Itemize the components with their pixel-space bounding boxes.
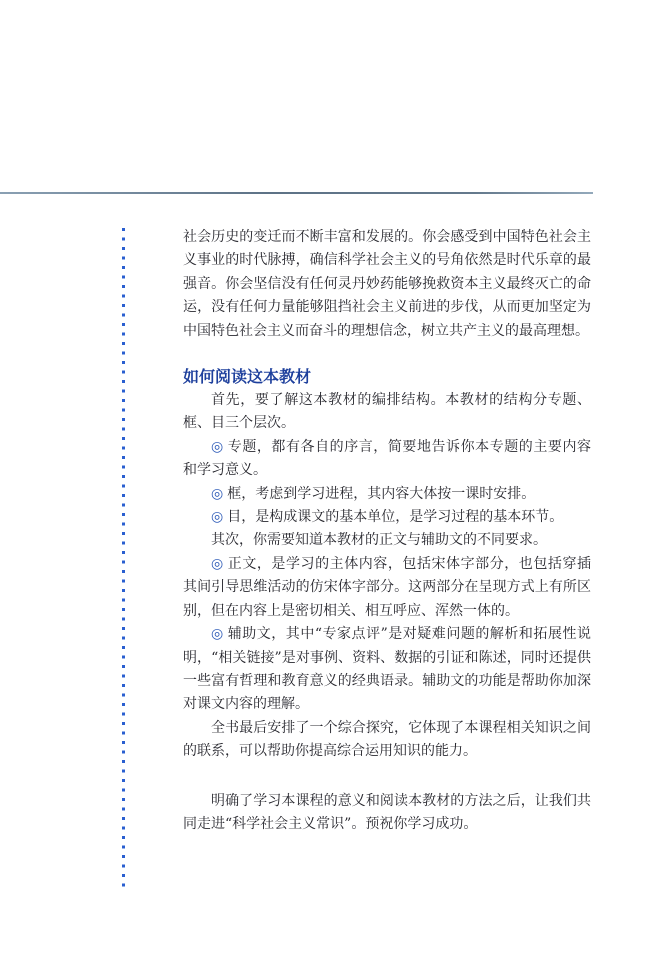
bullet-paragraph: ◎ 框，考虑到学习进程，其内容大体按一课时安排。: [211, 485, 536, 502]
bullseye-bullet-icon: ◎: [211, 626, 224, 643]
bullet-paragraph: ◎ 辅助文，其中“专家点评”是对疑难问题的解析和拓展性说明，“相关链接”是对事例、资料、数据的引证和陈述，同时还提供一些富有哲理和教育意义的经典语录。辅助文的功能是帮助你加深对课文内容的理解。: [183, 626, 591, 713]
bullet-paragraph: ◎ 正文，是学习的主体内容，包括宋体字部分，也包括穿插其间引导思维活动的仿宋体字部分。这两部分在呈现方式上有所区别，但在内容上是密切相关、相互呼应、浑然一体的。: [183, 555, 592, 619]
dotted-margin-line: [122, 228, 125, 890]
top-divider-line: [0, 192, 593, 194]
bullseye-bullet-icon: ◎: [211, 555, 224, 572]
body-paragraph: 其次，你需要知道本教材的正文与辅助文的不同要求。: [211, 532, 547, 549]
intro-paragraph: 社会历史的变迁而不断丰富和发展的。你会感受到中国特色社会主义事业的时代脉搏，确信科学社会主义的号角依然是时代乐章的最强音。你会坚信没有任何灵丹妙药能够挽救资本主义最终灭亡的命运，没有任何力量能够阻挡社会主义前进的步伐，从而更加坚定为中国特色社会主义而奋斗的理想信念，树立共产主义的最高理想。: [183, 229, 591, 339]
body-paragraph: 全书最后安排了一个综合探究，它体现了本课程相关知识之间的联系，可以帮助你提高综合运用知识的能力。: [183, 719, 591, 760]
bullseye-bullet-icon: ◎: [211, 438, 224, 455]
body-paragraph: 明确了学习本课程的意义和阅读本教材的方法之后，让我们共同走进“科学社会主义常识”。预祝你学习成功。: [183, 792, 591, 832]
bullet-paragraph: ◎ 目，是构成课文的基本单位，是学习过程的基本环节。: [211, 509, 564, 526]
bullseye-bullet-icon: ◎: [211, 509, 224, 526]
text-content: [183, 226, 591, 836]
section-heading: 如何阅读这本教材: [183, 367, 312, 387]
body-paragraph: 首先，要了解这本教材的编排结构。本教材的结构分专题、框、目三个层次。: [183, 392, 591, 432]
paragraph-list: [183, 389, 591, 836]
bullseye-bullet-icon: ◎: [211, 485, 224, 502]
bullet-paragraph: ◎ 专题，都有各自的序言，简要地告诉你本专题的主要内容和学习意义。: [183, 438, 592, 479]
